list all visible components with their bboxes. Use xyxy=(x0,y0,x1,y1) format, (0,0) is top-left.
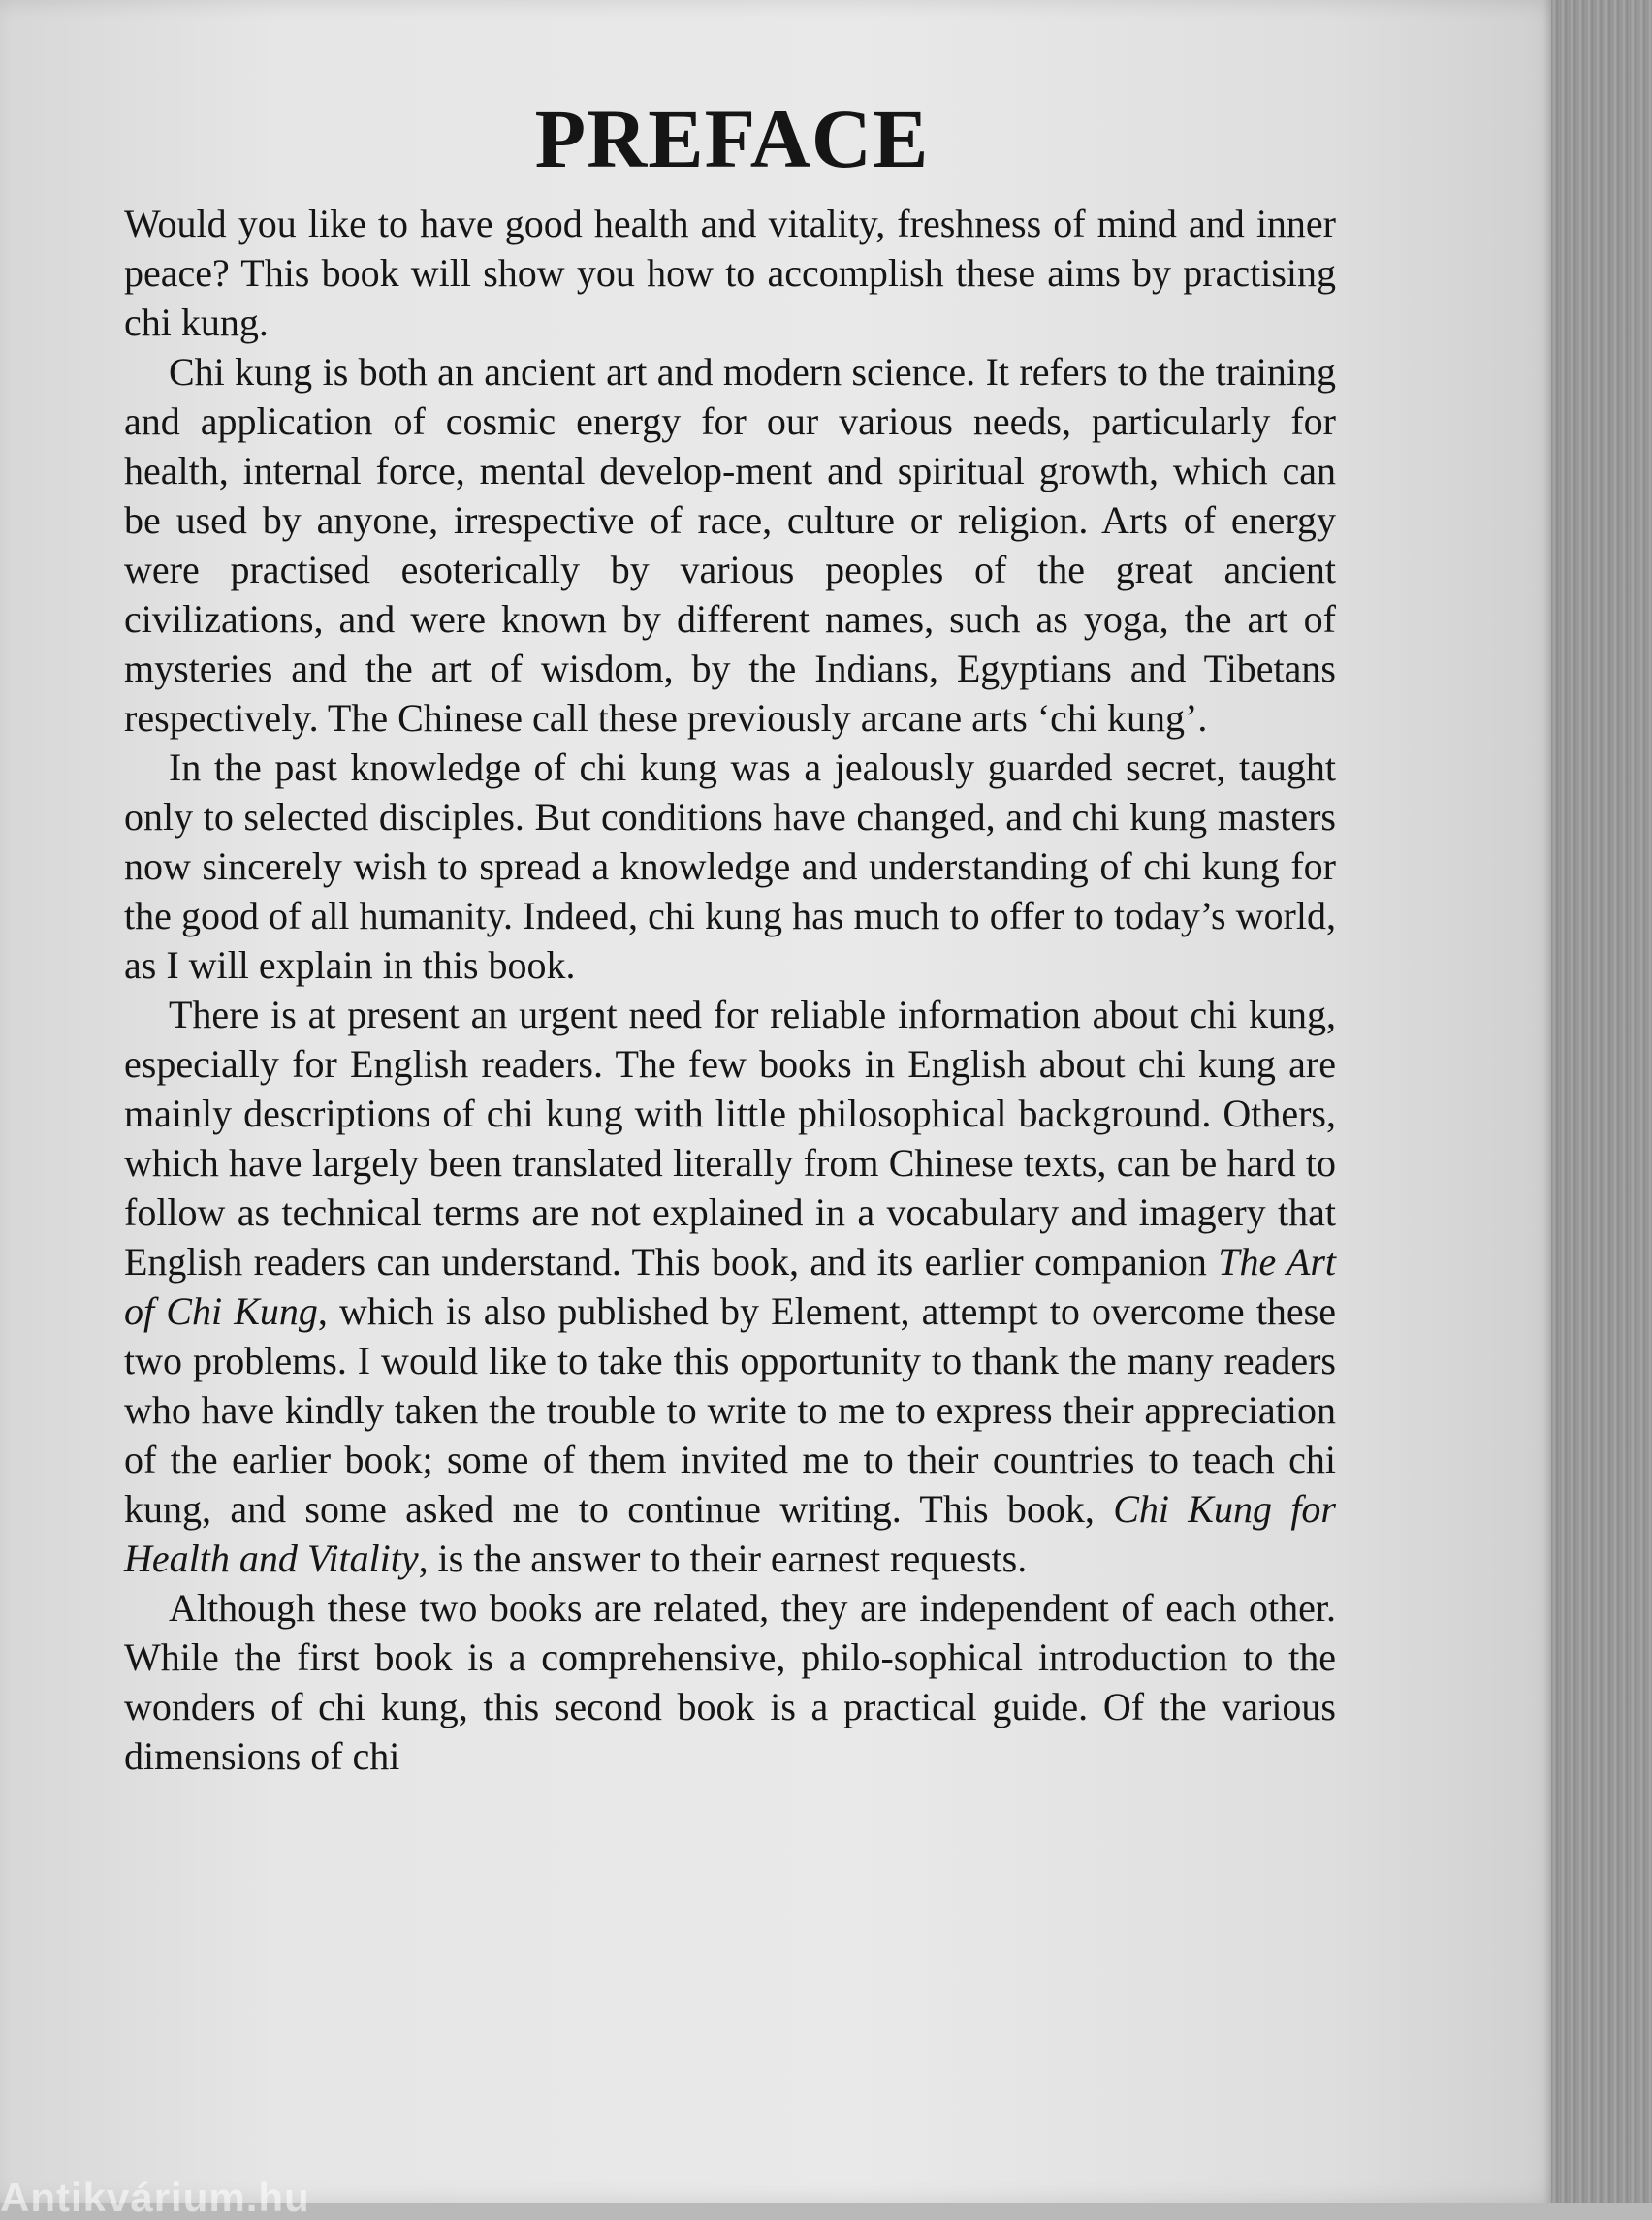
paragraph-2: Chi kung is both an ancient art and modern science. It refers to the training and application of cosmic energy for our various needs, particularly for health, internal force, mental develop-ment and spiritual growth, which can be used by anyone, irrespective of race, culture or religion. Arts of energy were practised esoterically by various peoples of the great ancient civilizations, and were known by different names, such as yoga, the art of mysteries and the art of wisdom, by the Indians, Egyptians and Tibetans respectively. The Chinese call these previously arcane arts ‘chi kung’. xyxy=(124,350,1336,740)
paragraph-5: Although these two books are related, they are independent of each other. While the first book is a comprehensive, philo-sophical introduction to the wonders of chi kung, this second book is a practical guide. Of the various dimensions of chi xyxy=(124,1586,1336,1778)
page-stack-edge xyxy=(1551,0,1652,2203)
paragraph-4-part-1: There is at present an urgent need for reliable information about chi kung, especially for English readers. The few books in English about chi kung are mainly descriptions of chi kung with little philosophical background. Others, which have largely been translated literally from Chinese texts, can be hard to follow as technical terms are not explained in a vocabulary and imagery that English readers can understand. This book, and its earlier companion xyxy=(124,993,1336,1284)
paragraph-4 xyxy=(124,990,1336,1583)
watermark: Antikvárium.hu xyxy=(0,2174,310,2220)
page-title: PREFACE xyxy=(534,91,930,185)
paragraph-1: Would you like to have good health and vitality, freshness of mind and inner peace? This book will show you how to accomplish these aims by practising chi kung. xyxy=(124,202,1336,344)
paragraph-3: In the past knowledge of chi kung was a jealously guarded secret, taught only to selected disciples. But conditions have changed, and chi kung masters now sincerely wish to spread a knowledge and understanding of chi kung for the good of all humanity. Indeed, chi kung has much to offer to today’s world, as I will explain in this book. xyxy=(124,745,1336,987)
book-title-chi-kung-health-vitality: Chi Kung for Health and Vitality xyxy=(124,1487,1336,1580)
book-title-art-of-chi-kung: The Art of Chi Kung xyxy=(124,1240,1336,1333)
preface-text xyxy=(124,199,1336,1781)
paragraph-4-part-3: , is the answer to their earnest requests. xyxy=(418,1537,1028,1580)
paragraph-4-part-2: , which is also published by Element, attempt to overcome these two problems. I would like to take this opportunity to thank the many readers who have kindly taken the trouble to write to me to express their appreciation of the earlier book; some of them invited me to their countries to teach chi kung, and some asked me to continue writing. This book, xyxy=(124,1289,1337,1531)
